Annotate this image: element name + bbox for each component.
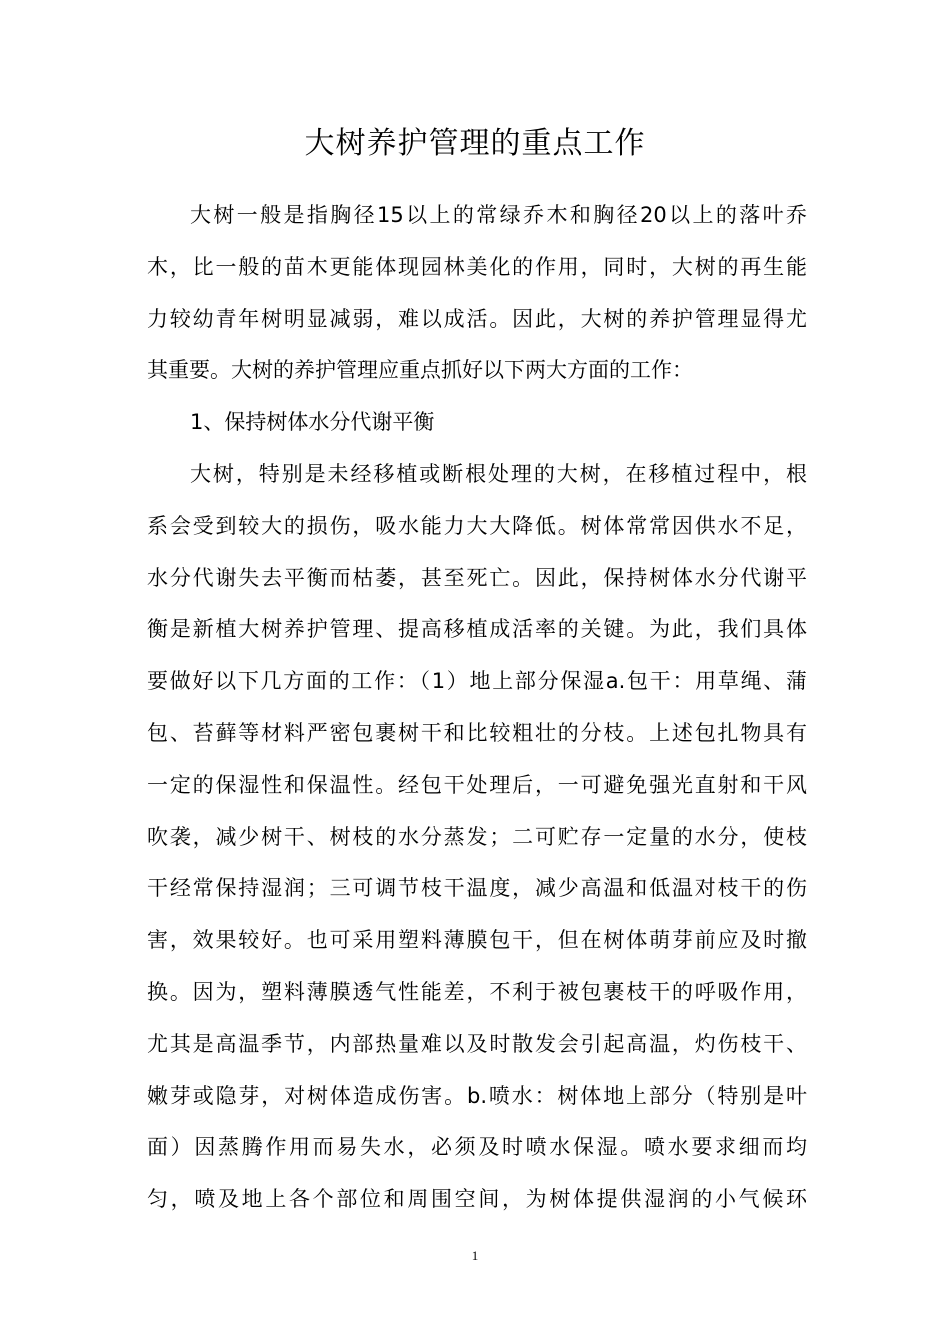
paragraph-line: 要做好以下几方面的工作：（1）地上部分保湿a.包干：用草绳、蒲 <box>147 669 807 694</box>
paragraph-line: 一定的保湿性和保温性。经包干处理后，一可避免强光直射和干风 <box>147 772 807 797</box>
paragraph-line: 换。因为，塑料薄膜透气性能差，不利于被包裹枝干的呼吸作用， <box>147 979 807 1004</box>
paragraph-line: 尤其是高温季节，内部热量难以及时散发会引起高温，灼伤枝干、 <box>147 1031 807 1056</box>
paragraph-line: 大树一般是指胸径15以上的常绿乔木和胸径20以上的落叶乔 <box>190 203 807 227</box>
paragraph-line: 系会受到较大的损伤，吸水能力大大降低。树体常常因供水不足， <box>147 513 807 538</box>
paragraph-line: 干经常保持湿润；三可调节枝干温度，减少高温和低温对枝干的伤 <box>147 876 807 901</box>
paragraph-line: 匀，喷及地上各个部位和周围空间，为树体提供湿润的小气候环 <box>147 1187 807 1212</box>
document-body <box>147 190 807 1226</box>
paragraph-line: 面）因蒸腾作用而易失水，必须及时喷水保湿。喷水要求细而均 <box>147 1135 807 1160</box>
paragraph-line: 害，效果较好。也可采用塑料薄膜包干，但在树体萌芽前应及时撤 <box>147 928 807 953</box>
paragraph-line: 木，比一般的苗木更能体现园林美化的作用，同时，大树的再生能 <box>147 254 807 279</box>
paragraph-line: 嫩芽或隐芽，对树体造成伤害。b.喷水：树体地上部分（特别是叶 <box>147 1083 807 1108</box>
section-heading: 1、保持树体水分代谢平衡 <box>190 410 435 435</box>
paragraph-line: 大树，特别是未经移植或断根处理的大树，在移植过程中，根 <box>190 461 807 486</box>
paragraph-line: 水分代谢失去平衡而枯萎，甚至死亡。因此，保持树体水分代谢平 <box>147 565 807 590</box>
paragraph-line: 力较幼青年树明显减弱，难以成活。因此，大树的养护管理显得尤 <box>147 306 807 331</box>
document-title: 大树养护管理的重点工作 <box>304 126 646 161</box>
paragraph-line: 衡是新植大树养护管理、提高移植成活率的关键。为此，我们具体 <box>147 617 807 642</box>
paragraph-line: 吹袭，减少树干、树枝的水分蒸发；二可贮存一定量的水分，使枝 <box>147 824 807 849</box>
paragraph-line: 包、苔藓等材料严密包裹树干和比较粗壮的分枝。上述包扎物具有 <box>147 720 807 745</box>
page-number: 1 <box>471 1248 479 1263</box>
paragraph-line: 其重要。大树的养护管理应重点抓好以下两大方面的工作： <box>147 358 693 383</box>
